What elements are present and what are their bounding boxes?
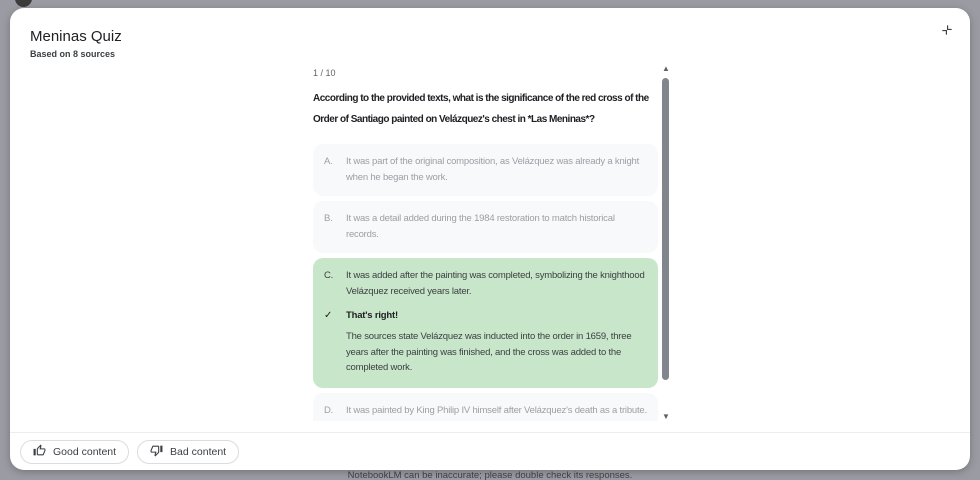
option-b[interactable] bbox=[313, 201, 658, 253]
scroll-up-icon[interactable]: ▲ bbox=[662, 64, 670, 73]
option-b-letter: B. bbox=[324, 213, 333, 224]
quiz-scroll-area bbox=[313, 60, 663, 421]
option-d-letter: D. bbox=[324, 404, 334, 416]
option-c-correct[interactable] bbox=[313, 258, 658, 388]
feedback-title: That's right! bbox=[346, 310, 398, 321]
footer-divider bbox=[10, 432, 970, 433]
background-peek-circle bbox=[15, 0, 32, 7]
option-d[interactable] bbox=[313, 393, 658, 422]
option-a-text: It was part of the original composition, as Velázquez was already a knight when he began the work. bbox=[346, 156, 640, 183]
option-c-letter: C. bbox=[324, 270, 334, 281]
thumbs-up-icon bbox=[33, 444, 46, 460]
check-icon: ✓ bbox=[324, 310, 333, 321]
option-c-text: It was added after the painting was completed, symbolizing the knighthood Velázquez received years later. bbox=[346, 270, 645, 297]
sources-subtitle: Based on 8 sources bbox=[30, 49, 116, 59]
options-list bbox=[313, 144, 658, 421]
scroll-down-icon[interactable]: ▼ bbox=[662, 412, 670, 421]
good-content-label: Good content bbox=[53, 446, 117, 458]
bad-content-label: Bad content bbox=[170, 446, 227, 458]
quiz-panel bbox=[10, 8, 970, 470]
scrollbar bbox=[660, 64, 672, 422]
option-d-text: It was painted by King Philip IV himself after Velázquez's death as a tribute. bbox=[346, 404, 647, 416]
thumbs-down-icon bbox=[150, 444, 163, 460]
bad-content-button[interactable] bbox=[137, 440, 239, 464]
option-a[interactable] bbox=[313, 144, 658, 196]
scrollbar-thumb[interactable] bbox=[662, 78, 669, 380]
content-feedback-bar bbox=[20, 440, 239, 464]
question-text: According to the provided texts, what is the significance of the red cross of the Order of Santiago painted on Velázquez's chest in *Las Meninas*? bbox=[313, 93, 649, 125]
collapse-button[interactable] bbox=[936, 20, 958, 42]
option-b-text: It was a detail added during the 1984 restoration to match historical records. bbox=[346, 213, 615, 240]
disclaimer-text: NotebookLM can be inaccurate; please double check its responses. bbox=[347, 470, 633, 480]
good-content-button[interactable] bbox=[20, 440, 129, 464]
option-a-letter: A. bbox=[324, 156, 333, 167]
collapse-icon bbox=[940, 23, 954, 40]
feedback-explanation: The sources state Velázquez was inducted into the order in 1659, three years after the painting was finished, and the cross was added to the completed work. bbox=[346, 331, 632, 373]
page-title: Meninas Quiz bbox=[30, 28, 122, 45]
question-counter: 1 / 10 bbox=[313, 68, 336, 78]
